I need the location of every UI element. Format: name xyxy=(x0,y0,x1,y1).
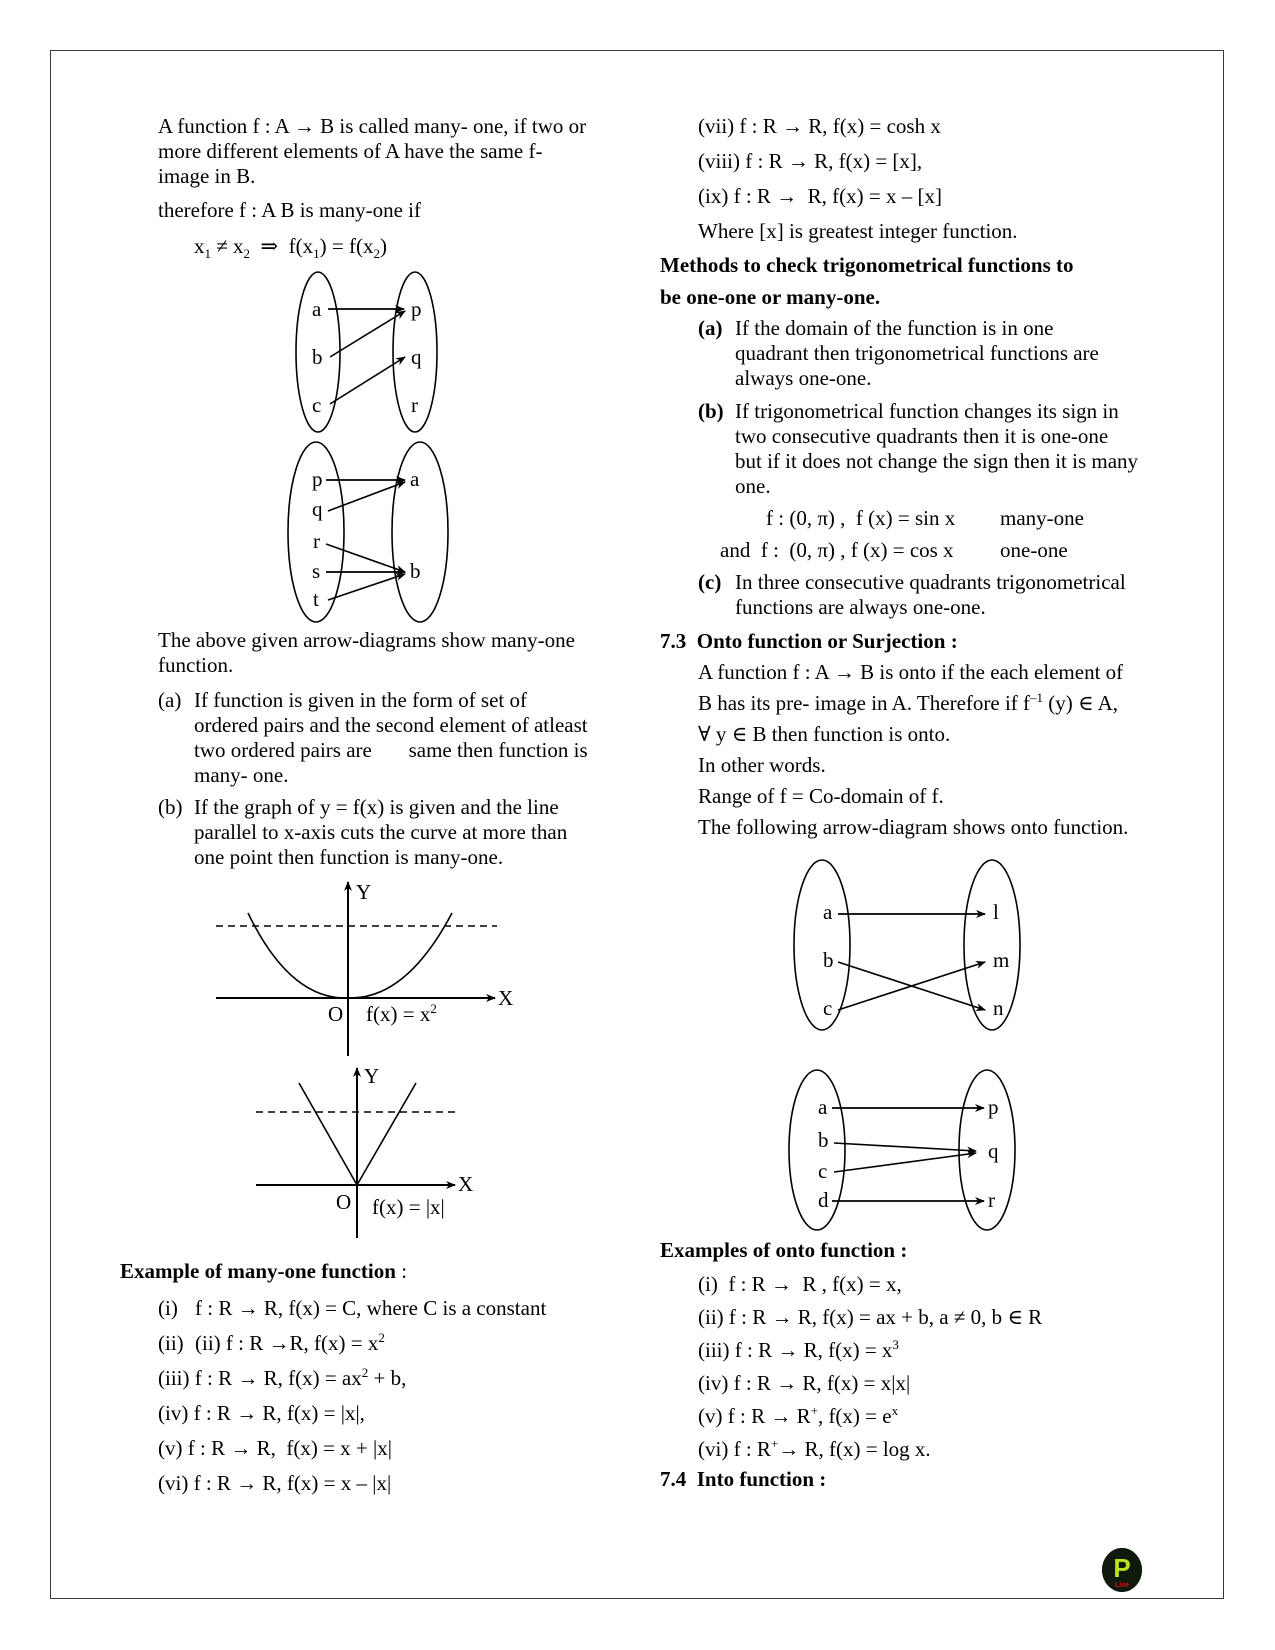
caption-line: function. xyxy=(158,653,234,677)
point-line: two ordered pairs are same then function is xyxy=(194,738,588,762)
diagram2-domain-q: q xyxy=(312,497,323,521)
p-live-logo-icon xyxy=(1102,1548,1142,1592)
point-b-marker: (b) xyxy=(158,795,183,819)
diagram4-domain-a: a xyxy=(818,1095,828,1119)
diagram4-domain-d: d xyxy=(818,1188,829,1212)
method-line: If trigonometrical function changes its sign in xyxy=(735,399,1119,423)
many-one-condition: $x_1 \ne x_2$ ⇒ $f(x_1) = f(x_2)$ xyxy=(194,234,387,262)
graph1-y-label: Y xyxy=(356,880,372,904)
graph1-x-label: X xyxy=(498,986,514,1010)
greatest-integer-note: Where [x] is greatest integer function. xyxy=(698,219,1018,243)
section-7-4-heading: 7.4 Into function : xyxy=(660,1467,827,1491)
onto-example: (vi) f : R+→ R, f(x) = log x. xyxy=(698,1436,931,1461)
intro-line: A function f : A → B is called many- one, if two or xyxy=(158,114,587,138)
many-one-example: (i) f : R → R, f(x) = C, where C is a constant xyxy=(158,1296,547,1320)
diagram1-domain-a: a xyxy=(312,297,322,321)
many-one-example: (iii) f : R → R, $f(x) = ax^2 + b$, xyxy=(158,1365,407,1390)
diagram4-codomain-q: q xyxy=(988,1139,999,1163)
method-line: two consecutive quadrants then it is one-one xyxy=(735,424,1109,448)
graph2-caption: f(x) = |x| xyxy=(372,1195,445,1219)
trig-example-sin: f : (0, π) , f (x) = sin x xyxy=(766,506,956,530)
diagram2-domain-r: r xyxy=(313,529,320,553)
section-7-3-heading: 7.3 Onto function or Surjection : xyxy=(660,629,958,653)
publisher-logo xyxy=(1102,1548,1142,1592)
diagram3-domain-a: a xyxy=(823,900,833,924)
many-one-example: (v) f : R → R, f(x) = x + |x| xyxy=(158,1436,392,1460)
diagram4-domain-b: b xyxy=(818,1128,829,1152)
diagram4-domain-c: c xyxy=(818,1159,828,1183)
intro-line: image in B. xyxy=(158,164,256,188)
diagram3-codomain-m: m xyxy=(993,948,1010,972)
onto-definition xyxy=(698,660,1155,747)
diagram1-domain-b: b xyxy=(312,345,323,369)
onto-def-line: B has its pre- image in A. Therefore if $f^{-1}$ (y) ∈ A, xyxy=(698,690,1119,715)
onto-def-line: ∀ y ∈ B then function is onto. xyxy=(698,722,951,746)
point-line: one point then function is many-one. xyxy=(194,845,504,869)
method-line: quadrant then trigonometrical functions are xyxy=(735,341,1099,365)
onto-example: (i) f : R → R , f(x) = x, xyxy=(698,1272,902,1296)
diagram3-domain-c: c xyxy=(823,996,833,1020)
diagram3-codomain-n: n xyxy=(993,996,1004,1020)
graph1-caption: $f(x) = x^2$ xyxy=(366,1001,437,1026)
svg-text:P: P xyxy=(1113,1553,1131,1583)
onto-diagram-intro: The following arrow-diagram shows onto function. xyxy=(698,815,1129,839)
diagram3-domain-b: b xyxy=(823,948,834,972)
method-line: functions are always one-one. xyxy=(735,595,986,619)
many-one-example-cont: (viii) f : R → R, f(x) = [x], xyxy=(698,149,923,173)
trig-example-cos: and f : (0, π) , f (x) = cos x xyxy=(720,538,954,562)
onto-examples-heading: Examples of onto function : xyxy=(660,1238,908,1262)
graph2-x-label: X xyxy=(458,1172,474,1196)
point-a-marker: (a) xyxy=(158,688,182,712)
method-b-marker: (b) xyxy=(698,399,724,423)
point-line: many- one. xyxy=(194,763,289,787)
many-one-example: (vi) f : R → R, f(x) = x – |x| xyxy=(158,1471,392,1495)
diagram1-codomain-q: q xyxy=(411,345,422,369)
point-line: ordered pairs and the second element of atleast xyxy=(194,713,588,737)
method-b-text xyxy=(735,399,1155,499)
trig-example-cos-result: one-one xyxy=(1000,538,1068,562)
range-codomain-line: Range of f = Co-domain of f. xyxy=(698,784,944,808)
diagram1-codomain-p: p xyxy=(411,297,422,321)
method-c-text xyxy=(735,570,1155,620)
diagram4-codomain-r: r xyxy=(988,1188,995,1212)
onto-example: (ii) f : R → R, f(x) = ax + b, a ≠ 0, b ∈ R xyxy=(698,1305,1043,1329)
point-b-text xyxy=(194,795,614,870)
diagram3-codomain-l: l xyxy=(993,900,999,924)
graph2-y-label: Y xyxy=(364,1064,380,1088)
point-line: If function is given in the form of set of xyxy=(194,688,528,712)
diagram2-codomain-a: a xyxy=(410,467,420,491)
many-one-examples-heading: Example of many-one function : xyxy=(120,1259,408,1283)
graph-parabola xyxy=(216,882,497,1056)
onto-def-line: A function f : A → B is onto if the each element of xyxy=(698,660,1124,684)
method-line: If the domain of the function is in one xyxy=(735,316,1054,340)
graph2-origin: O xyxy=(336,1190,352,1214)
diagram1-domain-c: c xyxy=(312,393,322,417)
point-line: If the graph of y = f(x) is given and the line xyxy=(194,795,559,819)
caption-line: The above given arrow-diagrams show many-one xyxy=(158,628,575,652)
diagram2-codomain-b: b xyxy=(410,559,421,583)
onto-example: (v) f : R → R+, $f(x) = e^x$ xyxy=(698,1403,899,1428)
many-one-example-cont: (ix) f : R → R, f(x) = x – [x] xyxy=(698,184,942,208)
methods-heading-line2: be one-one or many-one. xyxy=(660,285,881,309)
point-a-text xyxy=(194,688,614,788)
onto-example: (iii) f : R → R, $f(x) = x^3$ xyxy=(698,1337,899,1362)
diagrams-caption xyxy=(158,628,614,678)
in-other-words: In other words. xyxy=(698,753,826,777)
methods-heading-line1: Methods to check trigonometrical functions to xyxy=(660,253,1074,277)
diagram2-domain-t: t xyxy=(313,587,319,611)
graph1-origin: O xyxy=(328,1002,344,1026)
diagram2-domain-s: s xyxy=(312,559,321,583)
method-a-marker: (a) xyxy=(698,316,723,340)
therefore-line: therefore f : A B is many-one if xyxy=(158,198,422,222)
method-line: one. xyxy=(735,474,771,498)
diagram2-domain-p: p xyxy=(312,467,323,491)
diagram1-codomain-r: r xyxy=(411,393,418,417)
method-line: In three consecutive quadrants trigonometrical xyxy=(735,570,1126,594)
intro-line: more different elements of A have the same f- xyxy=(158,139,543,163)
point-line: parallel to x-axis cuts the curve at more than xyxy=(194,820,568,844)
method-a-text xyxy=(735,316,1155,391)
onto-example: (iv) f : R → R, f(x) = x|x| xyxy=(698,1371,911,1395)
method-c-marker: (c) xyxy=(698,570,722,594)
many-one-example-cont: (vii) f : R → R, f(x) = cosh x xyxy=(698,114,941,138)
many-one-example: (iv) f : R → R, f(x) = |x|, xyxy=(158,1401,365,1425)
trig-example-sin-result: many-one xyxy=(1000,506,1084,530)
method-line: but if it does not change the sign then it is many xyxy=(735,449,1139,473)
many-one-example: (ii) (ii) f : R →R, $f(x) = x^2$ xyxy=(158,1330,385,1355)
diagram4-codomain-p: p xyxy=(988,1095,999,1119)
svg-text:Live: Live xyxy=(1114,1582,1130,1589)
method-line: always one-one. xyxy=(735,366,872,390)
